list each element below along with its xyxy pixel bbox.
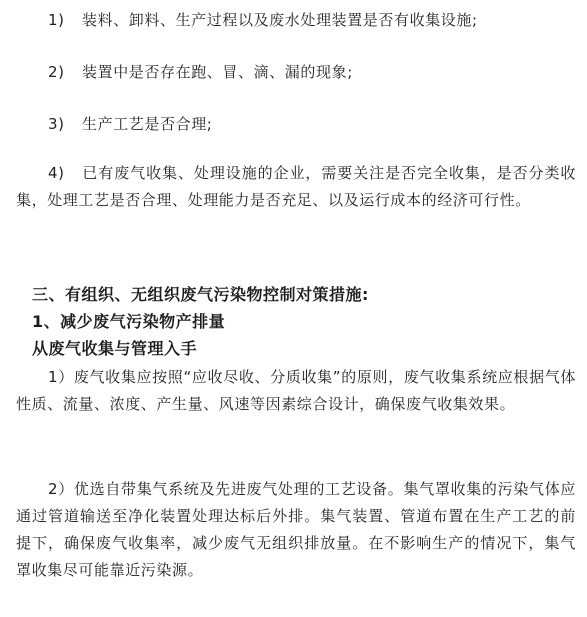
- list-item: [16, 60, 576, 84]
- list-item: [16, 112, 576, 136]
- paragraph: 2）优选自带集气系统及先进废气处理的工艺设备。集气罩收集的污染气体应通过管道输送至净化装置处理达标后外排。集气装置、管道布置在生产工艺的前提下，确保废气收集率，减少废气无组织排放量。在不影响生产的情况下，集气罩收集尽可能靠近污染源。: [16, 480, 576, 579]
- item-number: 3): [48, 115, 65, 133]
- section-heading: 三、有组织、无组织废气污染物控制对策措施:: [32, 285, 369, 304]
- item-text: 生产工艺是否合理;: [82, 115, 213, 133]
- subsection-heading: 1、减少废气污染物产排量: [32, 312, 226, 331]
- item-text: 已有废气收集、处理设施的企业，需要关注是否完全收集，是否分类收集，处理工艺是否合理、处理能力是否充足、以及运行成本的经济可行性。: [16, 164, 576, 209]
- subsubsection-heading: 从废气收集与管理入手: [32, 339, 198, 358]
- paragraph: 1）废气收集应按照“应收尽收、分质收集”的原则，废气收集系统应根据气体性质、流量、浓度、产生量、风速等因素综合设计，确保废气收集效果。: [16, 368, 576, 413]
- item-text: 装置中是否存在跑、冒、滴、漏的现象;: [82, 63, 353, 81]
- item-number: 2): [48, 63, 65, 81]
- item-number: 1): [48, 11, 65, 29]
- item-number: 4): [48, 164, 65, 182]
- list-item: [16, 160, 576, 214]
- list-item: [16, 8, 576, 32]
- item-text: 装料、卸料、生产过程以及废水处理装置是否有收集设施;: [82, 11, 478, 29]
